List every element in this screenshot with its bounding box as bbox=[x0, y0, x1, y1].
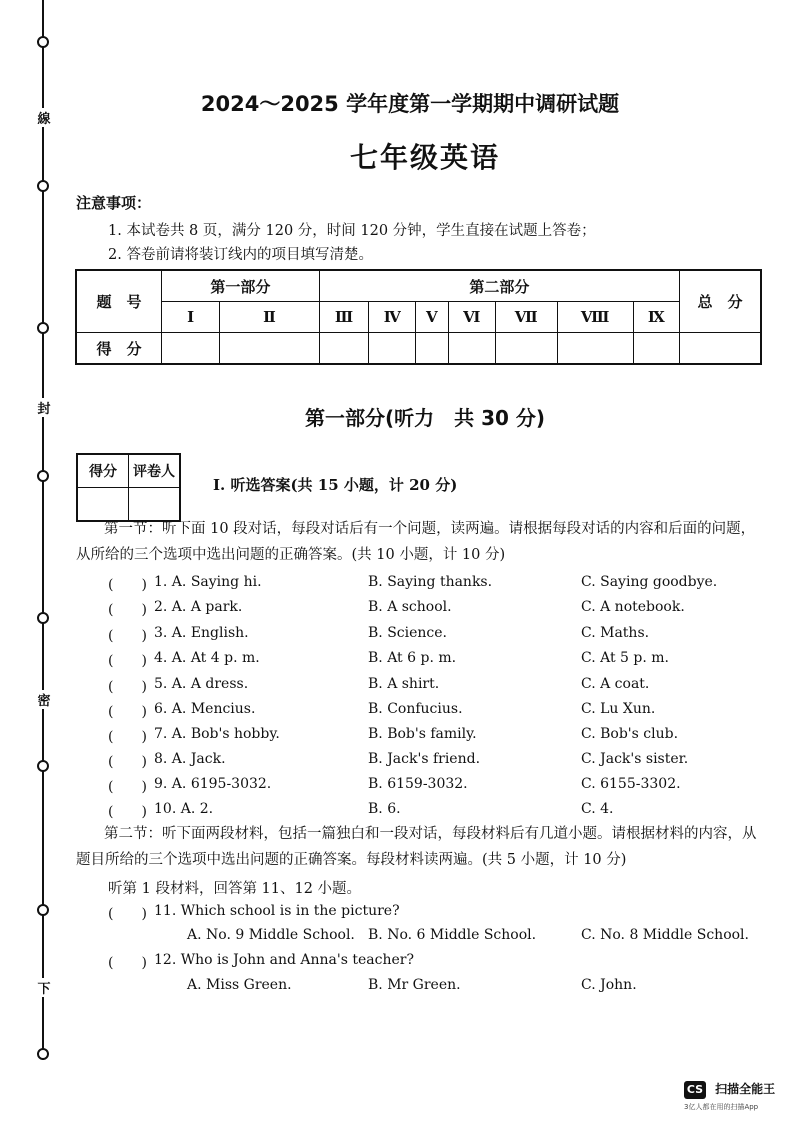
option-a: 3. A. English. bbox=[154, 625, 249, 641]
part2-header: 第二部分 bbox=[319, 270, 679, 302]
option-b: B. 6159-3032. bbox=[368, 776, 468, 792]
scanner-logo: CS bbox=[684, 1081, 706, 1099]
question-row bbox=[76, 952, 776, 976]
option-a: A. Miss Green. bbox=[187, 977, 292, 993]
numeral-cell: Ⅳ bbox=[369, 302, 416, 333]
option-a: A. No. 9 Middle School. bbox=[187, 927, 355, 943]
binding-hole bbox=[37, 612, 49, 624]
scanner-watermark bbox=[684, 1078, 775, 1112]
option-a: 7. A. Bob's hobby. bbox=[154, 726, 280, 742]
label-score: 得 分 bbox=[76, 333, 162, 365]
binding-hole bbox=[37, 470, 49, 482]
scanner-tagline: 3亿人都在用的扫描App bbox=[684, 1103, 759, 1111]
option-b: B. A school. bbox=[368, 599, 452, 615]
label-question-number: 题 号 bbox=[76, 270, 162, 333]
answer-blank[interactable]: ( ) bbox=[108, 804, 147, 820]
option-c: C. Jack's sister. bbox=[581, 751, 689, 767]
numeral-cell: Ⅰ bbox=[162, 302, 220, 333]
binding-hole bbox=[37, 760, 49, 772]
answer-blank[interactable]: ( ) bbox=[108, 577, 147, 593]
numeral-cell: Ⅸ bbox=[633, 302, 679, 333]
question-row bbox=[76, 676, 776, 700]
grader-reviewer-label: 评卷人 bbox=[129, 454, 181, 488]
option-c: C. Maths. bbox=[581, 625, 650, 641]
option-c: C. No. 8 Middle School. bbox=[581, 927, 749, 943]
numeral-cell: Ⅴ bbox=[416, 302, 449, 333]
option-c: C. Saying goodbye. bbox=[581, 574, 718, 590]
binding-char: 線 bbox=[35, 108, 53, 127]
option-b: B. At 6 p. m. bbox=[368, 650, 457, 666]
answer-blank[interactable]: ( ) bbox=[108, 602, 147, 618]
option-c: C. 4. bbox=[581, 801, 614, 817]
question-row bbox=[76, 599, 776, 623]
question-row bbox=[76, 701, 776, 725]
grader-score-label: 得分 bbox=[77, 454, 129, 488]
binding-char: 密 bbox=[35, 690, 53, 709]
part1-title: 第一部分(听力 共 30 分) bbox=[304, 406, 546, 430]
score-input-cell[interactable] bbox=[416, 333, 449, 365]
score-table bbox=[75, 269, 762, 365]
section1-heading: Ⅰ. 听选答案(共 15 小题，计 20 分) bbox=[213, 476, 458, 494]
option-b: B. A shirt. bbox=[368, 676, 440, 692]
option-c: C. John. bbox=[581, 977, 637, 993]
binding-char: 下 bbox=[35, 978, 53, 997]
option-a: 5. A. A dress. bbox=[154, 676, 249, 692]
part1-header: 第一部分 bbox=[162, 270, 320, 302]
answer-blank[interactable]: ( ) bbox=[108, 779, 147, 795]
option-a: 8. A. Jack. bbox=[154, 751, 226, 767]
option-b: B. Science. bbox=[368, 625, 447, 641]
option-b: B. Saying thanks. bbox=[368, 574, 493, 590]
option-b: B. Bob's family. bbox=[368, 726, 477, 742]
question-row bbox=[76, 574, 776, 598]
option-c: C. Lu Xun. bbox=[581, 701, 656, 717]
binding-hole bbox=[37, 904, 49, 916]
option-a: 1. A. Saying hi. bbox=[154, 574, 262, 590]
score-input-cell[interactable] bbox=[633, 333, 679, 365]
total-header: 总 分 bbox=[680, 270, 762, 333]
question-row bbox=[76, 751, 776, 775]
score-input-cell[interactable] bbox=[319, 333, 369, 365]
total-score-cell[interactable] bbox=[680, 333, 762, 365]
option-a: 9. A. 6195-3032. bbox=[154, 776, 272, 792]
numeral-cell: Ⅱ bbox=[220, 302, 319, 333]
answer-blank[interactable]: ( ) bbox=[108, 729, 147, 745]
score-input-cell[interactable] bbox=[448, 333, 495, 365]
question-row bbox=[76, 903, 776, 927]
question-row bbox=[76, 726, 776, 750]
score-input-cell[interactable] bbox=[369, 333, 416, 365]
grader-box bbox=[76, 453, 181, 522]
score-input-cell[interactable] bbox=[162, 333, 220, 365]
numeral-cell: Ⅶ bbox=[495, 302, 557, 333]
score-input-cell[interactable] bbox=[220, 333, 319, 365]
binding-hole bbox=[37, 1048, 49, 1060]
answer-blank[interactable]: ( ) bbox=[108, 906, 147, 922]
option-c: C. Bob's club. bbox=[581, 726, 679, 742]
option-b: B. Jack's friend. bbox=[368, 751, 481, 767]
option-c: C. 6155-3302. bbox=[581, 776, 681, 792]
option-c: C. A notebook. bbox=[581, 599, 685, 615]
answer-blank[interactable]: ( ) bbox=[108, 653, 147, 669]
exam-title: 2024～2025 学年度第一学期期中调研试题 bbox=[200, 92, 620, 116]
option-b: B. 6. bbox=[368, 801, 401, 817]
score-input-cell[interactable] bbox=[557, 333, 633, 365]
numeral-cell: Ⅲ bbox=[319, 302, 369, 333]
binding-hole bbox=[37, 36, 49, 48]
question-row bbox=[76, 776, 776, 800]
option-b: B. Confucius. bbox=[368, 701, 463, 717]
answer-blank[interactable]: ( ) bbox=[108, 754, 147, 770]
option-a: 10. A. 2. bbox=[154, 801, 214, 817]
option-a: 6. A. Mencius. bbox=[154, 701, 256, 717]
question-stem: 12. Who is John and Anna's teacher? bbox=[154, 952, 414, 968]
binding-char: 封 bbox=[35, 398, 53, 417]
question-stem: 11. Which school is in the picture? bbox=[154, 903, 400, 919]
binding-hole bbox=[37, 180, 49, 192]
note-item: 2. 答卷前请将装订线内的项目填写清楚。 bbox=[108, 247, 373, 263]
answer-blank[interactable]: ( ) bbox=[108, 628, 147, 644]
option-b: B. Mr Green. bbox=[368, 977, 461, 993]
scanner-name: 扫描全能王 bbox=[715, 1082, 776, 1096]
exam-subject: 七年级英语 bbox=[349, 141, 500, 174]
question-row bbox=[76, 650, 776, 674]
numeral-cell: Ⅷ bbox=[557, 302, 633, 333]
note-item: 1. 本试卷共 8 页，满分 120 分，时间 120 分钟，学生直接在试题上答卷； bbox=[108, 223, 596, 239]
question-row bbox=[76, 625, 776, 649]
answer-blank[interactable]: ( ) bbox=[108, 704, 147, 720]
option-a: 4. A. At 4 p. m. bbox=[154, 650, 260, 666]
option-c: C. At 5 p. m. bbox=[581, 650, 669, 666]
notes-heading: 注意事项： bbox=[76, 194, 152, 212]
score-input-cell[interactable] bbox=[495, 333, 557, 365]
answer-blank[interactable]: ( ) bbox=[108, 679, 147, 695]
option-b: B. No. 6 Middle School. bbox=[368, 927, 537, 943]
instructions-part1: 第一节：听下面 10 段对话，每段对话后有一个问题，读两遍。请根据每段对话的内容和后面的问题，从所给的三个选项中选出问题的正确答案。(共 10 小题，计 10 分) bbox=[76, 521, 756, 563]
instructions-part2: 第二节：听下面两段材料，包括一篇独白和一段对话，每段材料后有几道小题。请根据材料的内容，从题目所给的三个选项中选出问题的正确答案。每段材料读两遍。(共 5 小题，计 10 分) bbox=[76, 826, 757, 868]
answer-blank[interactable]: ( ) bbox=[108, 955, 147, 971]
option-c: C. A coat. bbox=[581, 676, 650, 692]
option-a: 2. A. A park. bbox=[154, 599, 243, 615]
numeral-cell: Ⅵ bbox=[448, 302, 495, 333]
binding-hole bbox=[37, 322, 49, 334]
material-1-intro: 听第 1 段材料，回答第 11、12 小题。 bbox=[108, 881, 362, 897]
